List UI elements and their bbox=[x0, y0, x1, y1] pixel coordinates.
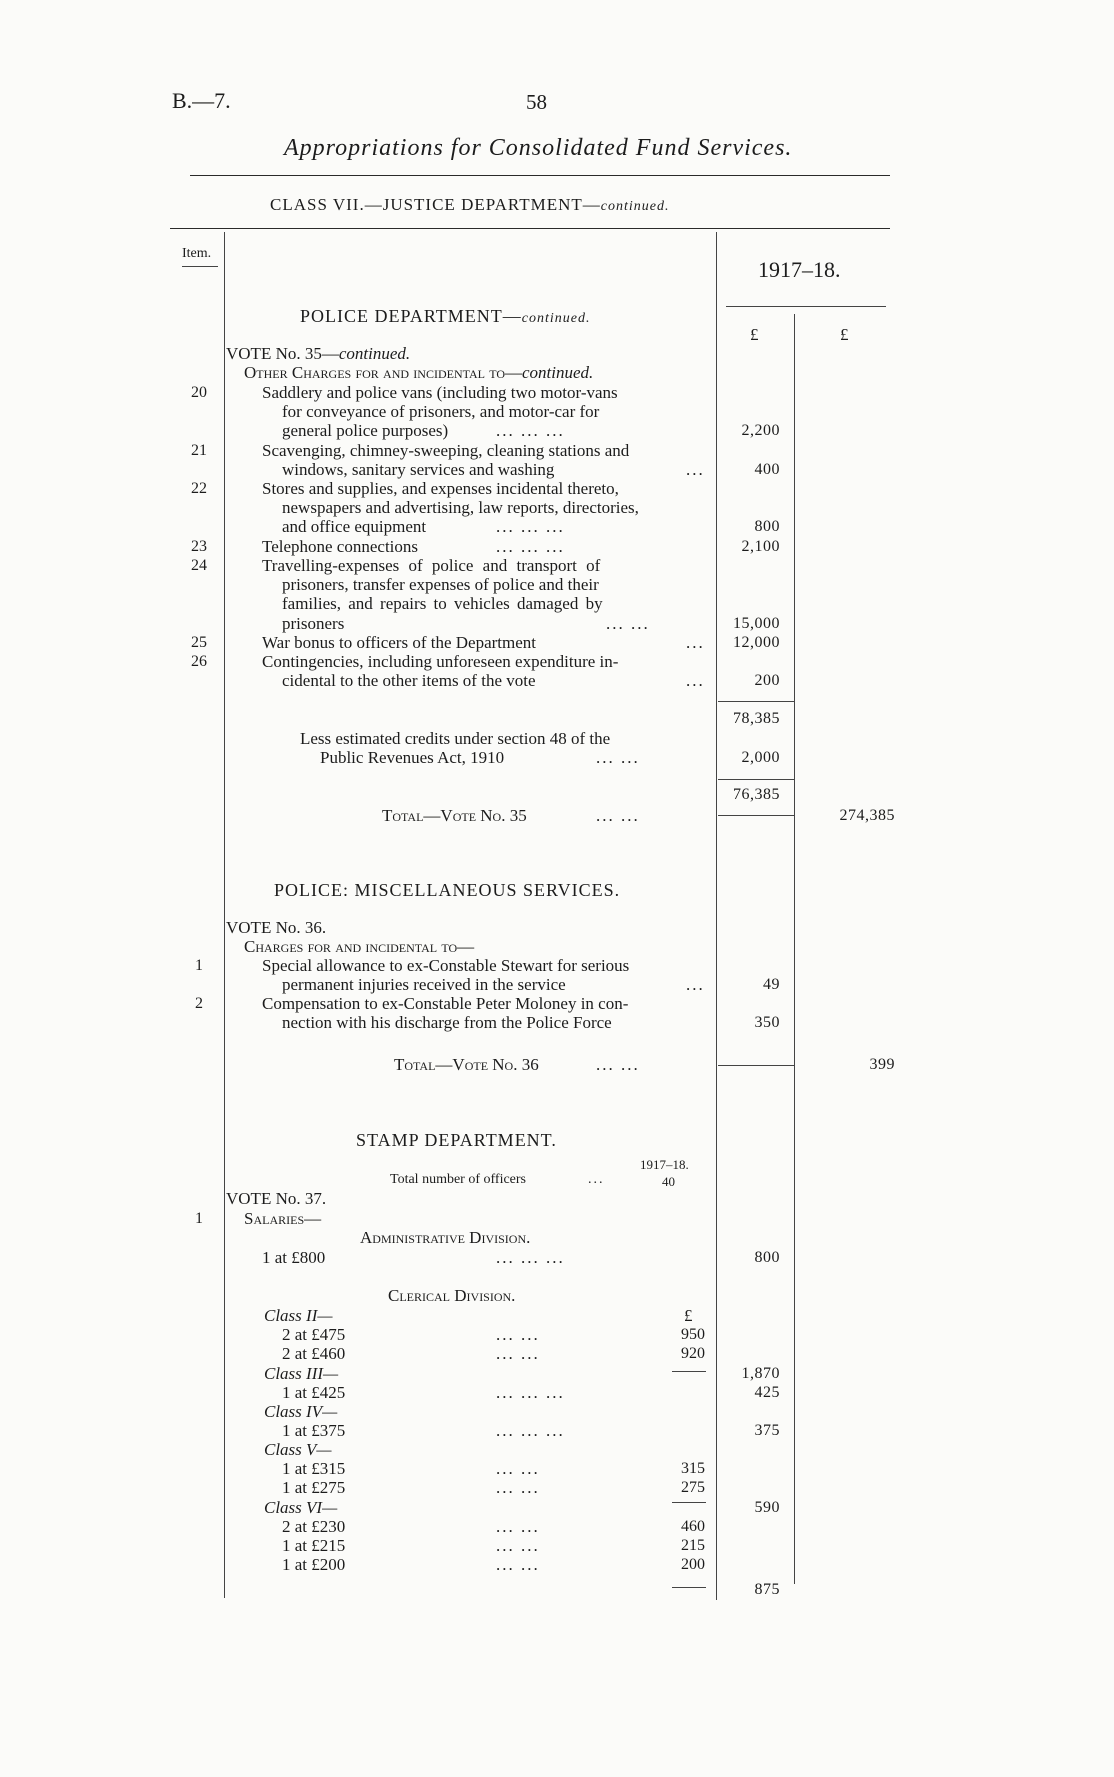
officers-count: 40 bbox=[662, 1174, 675, 1189]
class-rule bbox=[672, 1371, 706, 1372]
class-label: Class IV— bbox=[264, 1402, 338, 1421]
misc-heading: POLICE: MISCELLANEOUS SERVICES. bbox=[274, 880, 621, 900]
admin-division-heading: Administrative Division. bbox=[360, 1228, 531, 1247]
total-vote-35-label: Total—Vote No. 35 bbox=[382, 806, 527, 825]
subtotal-rule bbox=[718, 701, 794, 702]
item-number: 25 bbox=[191, 634, 207, 651]
item-amount: 200 bbox=[754, 672, 780, 689]
total-vote-36-amount: 399 bbox=[869, 1056, 895, 1073]
item-amount: 2,200 bbox=[741, 422, 780, 439]
subtotal-amount: 78,385 bbox=[733, 710, 780, 727]
net-rule bbox=[718, 779, 794, 780]
year-heading: 1917–18. bbox=[758, 257, 841, 282]
dot-leader: ... ... bbox=[496, 1555, 540, 1574]
officers-label: Total number of officers bbox=[390, 1172, 526, 1187]
class-rule bbox=[672, 1502, 706, 1503]
class-total: 375 bbox=[754, 1422, 780, 1439]
total-column-divider bbox=[794, 314, 795, 1584]
dot-leader: ... ... bbox=[496, 1459, 540, 1478]
vote-36-subhead: Charges for and incidental to— bbox=[244, 937, 475, 956]
year-rule bbox=[726, 306, 886, 307]
admin-line: 1 at £800 bbox=[262, 1248, 326, 1267]
item-line: windows, sanitary services and washing bbox=[282, 460, 555, 479]
item-amount: 15,000 bbox=[733, 615, 780, 632]
dot-leader: ... ... bbox=[596, 806, 640, 825]
dot-leader: ... ... bbox=[496, 1478, 540, 1497]
item-line: nection with his discharge from the Police Force bbox=[282, 1013, 612, 1032]
salary-value: 275 bbox=[681, 1479, 705, 1496]
item-number: 2 bbox=[195, 995, 203, 1012]
item-label-rule bbox=[182, 266, 218, 267]
salary-value: 200 bbox=[681, 1556, 705, 1573]
class-total: 425 bbox=[754, 1384, 780, 1401]
class-label: Class VI— bbox=[264, 1498, 338, 1517]
admin-amount: 800 bbox=[754, 1249, 780, 1266]
class-label: Class V— bbox=[264, 1440, 332, 1459]
total-vote-35-amount: 274,385 bbox=[839, 807, 895, 824]
dot-leader: ... ... ... bbox=[496, 517, 565, 536]
class-heading bbox=[270, 195, 669, 215]
less-credits-line: Public Revenues Act, 1910 bbox=[320, 748, 505, 767]
page-number: 58 bbox=[526, 90, 547, 114]
item-line: prisoners, transfer expenses of police and their bbox=[282, 575, 599, 594]
salary-line: 2 at £230 bbox=[282, 1517, 346, 1536]
total-rule bbox=[718, 815, 794, 816]
item-number: 23 bbox=[191, 538, 207, 555]
page-title: Appropriations for Consolidated Fund Services. bbox=[284, 135, 793, 161]
amount-column-divider bbox=[716, 232, 717, 1600]
total-vote-36-label: Total—Vote No. 36 bbox=[394, 1055, 539, 1074]
dot-leader: ... ... bbox=[496, 1536, 540, 1555]
dot-leader: ... ... bbox=[496, 1325, 540, 1344]
salary-line: 2 at £475 bbox=[282, 1325, 346, 1344]
dot-leader: ... bbox=[686, 633, 705, 652]
item-amount: 800 bbox=[754, 518, 780, 535]
item-line: cidental to the other items of the vote bbox=[282, 671, 536, 690]
class-heading-main: CLASS VII.—JUSTICE DEPARTMENT— bbox=[270, 195, 601, 214]
item-line: newspapers and advertising, law reports, directories, bbox=[282, 498, 639, 517]
class-label: Class III— bbox=[264, 1364, 339, 1383]
item-line: families, and repairs to vehicles damaged by bbox=[282, 594, 603, 613]
salary-line: 1 at £315 bbox=[282, 1459, 346, 1478]
dot-leader: ... ... ... bbox=[496, 1248, 565, 1267]
class-heading-cont: continued. bbox=[600, 199, 670, 214]
item-line: Stores and supplies, and expenses incidental thereto, bbox=[262, 479, 619, 498]
salary-value: 460 bbox=[681, 1518, 705, 1535]
item-number: 22 bbox=[191, 480, 207, 497]
item-line: prisoners bbox=[282, 614, 345, 633]
item-number: 1 bbox=[195, 1210, 203, 1227]
class-total: 1,870 bbox=[741, 1365, 780, 1382]
salary-value: 920 bbox=[681, 1345, 705, 1362]
item-line: permanent injuries received in the service bbox=[282, 975, 566, 994]
dot-leader: ... ... bbox=[606, 614, 650, 633]
salary-line: 1 at £275 bbox=[282, 1478, 346, 1497]
vote-35-subhead bbox=[244, 363, 593, 382]
item-line: Special allowance to ex-Constable Stewart for serious bbox=[262, 956, 630, 975]
dot-leader: ... ... ... bbox=[496, 421, 565, 440]
item-line: and office equipment bbox=[282, 517, 427, 536]
officers-year: 1917–18. bbox=[640, 1157, 689, 1172]
item-number: 26 bbox=[191, 653, 207, 670]
item-amount: 350 bbox=[754, 1014, 780, 1031]
salary-line: 1 at £375 bbox=[282, 1421, 346, 1440]
currency-sign-b: £ bbox=[840, 325, 849, 344]
dot-leader: ... bbox=[686, 671, 705, 690]
item-line: Saddlery and police vans (including two motor-vans bbox=[262, 383, 618, 402]
vote-37-title: VOTE No. 37. bbox=[226, 1189, 327, 1208]
police-heading-cont: continued. bbox=[521, 311, 591, 326]
item-line: Contingencies, including unforeseen expenditure in- bbox=[262, 652, 619, 671]
item-line: general police purposes) bbox=[282, 421, 449, 440]
dot-leader: ... ... bbox=[596, 1055, 640, 1074]
salary-value: 315 bbox=[681, 1460, 705, 1477]
item-column-label: Item. bbox=[182, 246, 212, 261]
class-label: Class II— bbox=[264, 1306, 333, 1325]
class-rule bbox=[672, 1587, 706, 1588]
police-heading bbox=[300, 307, 590, 328]
item-amount: 400 bbox=[754, 461, 780, 478]
class-total: 590 bbox=[754, 1499, 780, 1516]
salary-line: 1 at £425 bbox=[282, 1383, 346, 1402]
dot-leader: ... ... ... bbox=[496, 537, 565, 556]
title-rule bbox=[190, 175, 890, 176]
item-amount: 12,000 bbox=[733, 634, 780, 651]
currency-sign-a: £ bbox=[750, 325, 759, 344]
stamp-heading: STAMP DEPARTMENT. bbox=[356, 1130, 557, 1150]
item-number: 21 bbox=[191, 442, 207, 459]
dot-leader: ... ... bbox=[496, 1517, 540, 1536]
officers-dots: ... bbox=[588, 1172, 605, 1187]
clerical-division-heading: Clerical Division. bbox=[388, 1286, 516, 1305]
total-rule bbox=[718, 1065, 794, 1066]
vote-35-title bbox=[226, 344, 410, 363]
item-line: Travelling-expenses of police and transport of bbox=[262, 556, 601, 575]
item-line: Scavenging, chimney-sweeping, cleaning stations and bbox=[262, 441, 630, 460]
net-amount: 76,385 bbox=[733, 786, 780, 803]
item-line: for conveyance of prisoners, and motor-car for bbox=[282, 402, 600, 421]
salaries-label: Salaries— bbox=[244, 1209, 322, 1228]
vote-36-title: VOTE No. 36. bbox=[226, 918, 327, 937]
document-code: B.—7. bbox=[172, 88, 231, 113]
salary-value: 950 bbox=[681, 1326, 705, 1343]
dot-leader: ... ... ... bbox=[496, 1383, 565, 1402]
dot-leader: ... bbox=[686, 460, 705, 479]
vote-35-subhead-main: Other Charges for and incidental to— bbox=[244, 363, 523, 382]
item-column-divider bbox=[224, 232, 225, 1598]
item-amount: 49 bbox=[763, 976, 780, 993]
salary-line: 2 at £460 bbox=[282, 1344, 346, 1363]
police-heading-main: POLICE DEPARTMENT— bbox=[300, 306, 522, 326]
class-total: 875 bbox=[754, 1581, 780, 1598]
less-credits-line: Less estimated credits under section 48 of the bbox=[300, 729, 611, 748]
item-line: War bonus to officers of the Department bbox=[262, 633, 537, 652]
pound-sign: £ bbox=[684, 1306, 693, 1325]
item-number: 20 bbox=[191, 384, 207, 401]
item-number: 24 bbox=[191, 557, 207, 574]
less-credits-amount: 2,000 bbox=[741, 749, 780, 766]
dot-leader: ... ... bbox=[496, 1344, 540, 1363]
item-number: 1 bbox=[195, 957, 203, 974]
item-line: Telephone connections bbox=[262, 537, 419, 556]
vote-35-subhead-cont: continued. bbox=[522, 363, 594, 382]
dot-leader: ... ... ... bbox=[496, 1421, 565, 1440]
item-amount: 2,100 bbox=[741, 538, 780, 555]
dot-leader: ... ... bbox=[596, 748, 640, 767]
salary-line: 1 at £215 bbox=[282, 1536, 346, 1555]
salary-value: 215 bbox=[681, 1537, 705, 1554]
salary-line: 1 at £200 bbox=[282, 1555, 346, 1574]
dot-leader: ... bbox=[686, 975, 705, 994]
vote-35-main: VOTE No. 35— bbox=[226, 344, 339, 363]
table-top-rule bbox=[170, 228, 890, 229]
item-line: Compensation to ex-Constable Peter Moloney in con- bbox=[262, 994, 629, 1013]
vote-35-cont: continued. bbox=[338, 344, 411, 363]
